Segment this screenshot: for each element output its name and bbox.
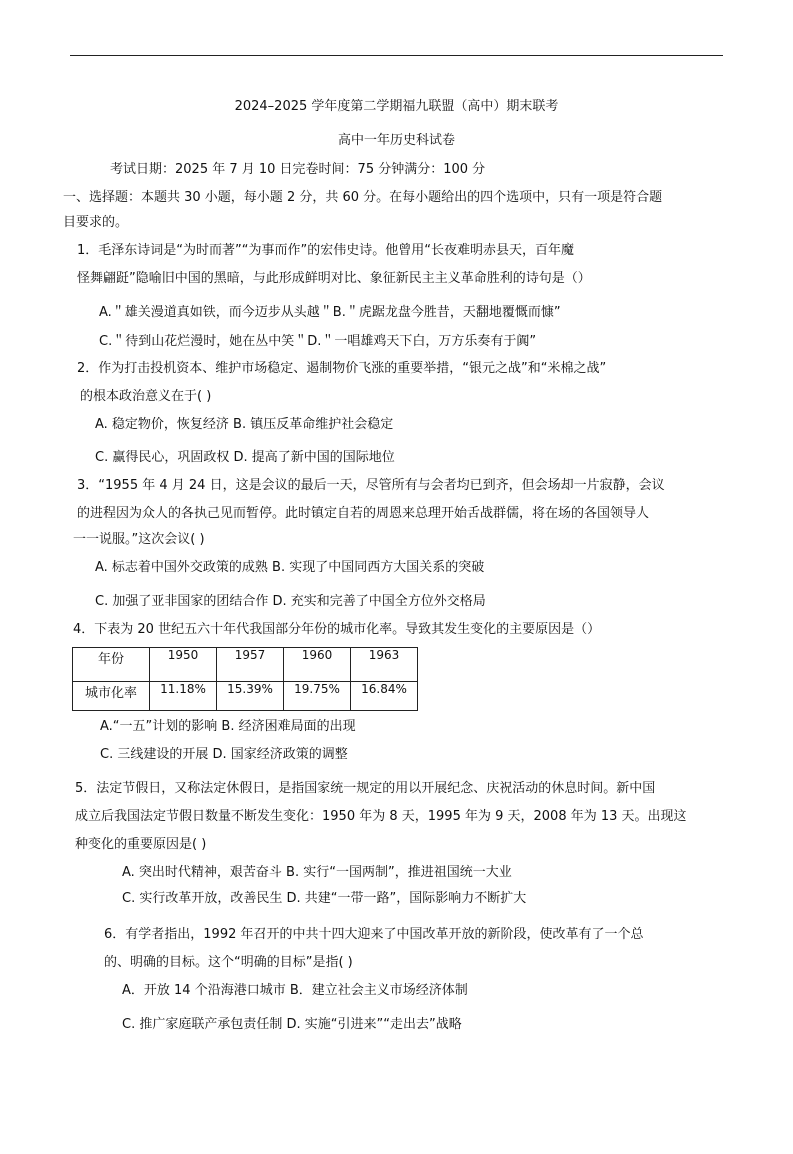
question-stem: 3．“1955 年 4 月 24 日，这是会议的最后一天，尽管所有与会者均已到齐，但会场却一片寂静，会议 xyxy=(77,478,665,493)
table-cell: 19.75% xyxy=(284,682,351,711)
question-options: C. 推广家庭联产承包责任制 D. 实施“引进来”“走出去”战略 xyxy=(122,1017,462,1032)
question-options: A．开放 14 个沿海港口城市 B．建立社会主义市场经济体制 xyxy=(122,983,468,998)
question-options: C.＂待到山花烂漫时，她在丛中笑＂D.＂一唱雄鸡天下白，万方乐奏有于阗” xyxy=(99,334,537,349)
table-cell: 城市化率 xyxy=(73,682,150,711)
section-instructions: 一、选择题：本题共 30 小题，每小题 2 分，共 60 分。在每小题给出的四个选项中，只有一项是符合题 xyxy=(63,190,663,205)
question-stem: 的根本政治意义在于( ) xyxy=(80,389,212,404)
question-options: C. 加强了亚非国家的团结合作 D. 充实和完善了中国全方位外交格局 xyxy=(95,594,486,609)
question-stem: 2．作为打击投机资本、维护市场稳定、遏制物价飞涨的重要举措，“银元之战”和“米棉之战” xyxy=(77,361,607,376)
header-rule xyxy=(70,55,723,56)
question-stem: 的、明确的目标。这个“明确的目标”是指( ) xyxy=(104,955,353,970)
table-header-cell: 1960 xyxy=(284,648,351,682)
question-stem: 6．有学者指出，1992 年召开的中共十四大迎来了中国改革开放的新阶段，使改革有了一个总 xyxy=(104,927,644,942)
question-stem: 一一说服。”这次会议( ) xyxy=(73,532,205,547)
table-cell: 15.39% xyxy=(217,682,284,711)
exam-info: 考试日期：2025 年 7 月 10 日完卷时间：75 分钟满分：100 分 xyxy=(110,162,486,177)
table-header-cell: 1950 xyxy=(150,648,217,682)
question-options: C. 赢得民心，巩固政权 D. 提高了新中国的国际地位 xyxy=(95,450,395,465)
question-options: A.＂雄关漫道真如铁，而今迈步从头越＂B.＂虎踞龙盘今胜昔，天翻地覆慨而慷” xyxy=(99,305,561,320)
question-options: A. 突出时代精神，艰苦奋斗 B. 实行“一国两制”，推进祖国统一大业 xyxy=(122,865,512,880)
exam-subtitle: 高中一年历史科试卷 xyxy=(337,133,455,148)
table-header-cell: 年份 xyxy=(73,648,150,682)
table-row xyxy=(73,682,418,711)
urbanization-table xyxy=(72,647,418,711)
question-options: C. 三线建设的开展 D. 国家经济政策的调整 xyxy=(100,747,348,762)
table-cell: 11.18% xyxy=(150,682,217,711)
question-options: A. 标志着中国外交政策的成熟 B. 实现了中国同西方大国关系的突破 xyxy=(95,560,485,575)
table-row xyxy=(73,648,418,682)
table-header-cell: 1957 xyxy=(217,648,284,682)
question-options: A. 稳定物价，恢复经济 B. 镇压反革命维护社会稳定 xyxy=(95,417,394,432)
question-stem: 种变化的重要原因是( ) xyxy=(75,837,207,852)
exam-title: 2024–2025 学年度第二学期福九联盟（高中）期末联考 xyxy=(234,99,559,114)
question-stem: 成立后我国法定节假日数量不断发生变化：1950 年为 8 天，1995 年为 9 天，2008 年为 13 天。出现这 xyxy=(75,809,687,824)
table-header-cell: 1963 xyxy=(351,648,418,682)
question-stem: 4．下表为 20 世纪五六十年代我国部分年份的城市化率。导致其发生变化的主要原因是（） xyxy=(73,622,601,637)
table-cell: 16.84% xyxy=(351,682,418,711)
question-stem: 1．毛泽东诗词是“为时而著”“为事而作”的宏伟史诗。他曾用“长夜难明赤县天，百年魔 xyxy=(77,243,574,258)
question-options: C. 实行改革开放，改善民生 D. 共建“一带一路”，国际影响力不断扩大 xyxy=(122,891,527,906)
question-stem: 5．法定节假日，又称法定休假日，是指国家统一规定的用以开展纪念、庆祝活动的休息时间。新中国 xyxy=(75,781,656,796)
question-stem: 怪舞翩跹”隐喻旧中国的黑暗，与此形成鲜明对比、象征新民主主义革命胜利的诗句是（） xyxy=(77,271,591,286)
question-options: A.“一五”计划的影响 B. 经济困难局面的出现 xyxy=(100,719,356,734)
question-stem: 的进程因为众人的各执己见而暂停。此时镇定自若的周恩来总理开始舌战群儒，将在场的各国领导人 xyxy=(77,506,650,521)
section-instructions-cont: 目要求的。 xyxy=(63,215,129,230)
